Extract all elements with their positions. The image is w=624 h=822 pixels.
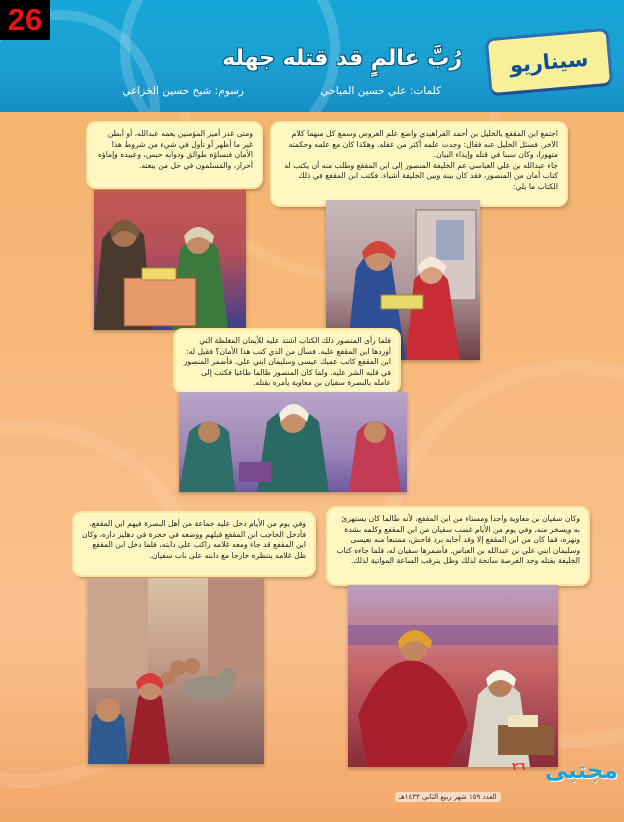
writing-letter-figures [94,190,246,330]
caption-ibn-muqaffa-meeting [272,123,566,205]
caption-text: اجتمع ابن المقفع بالخليل بن أحمد الفراهيدي واضع علم العروض وسمع كل منهما كلام الآخر. فسئل الخليل عنه فقال: وجدت علمه أكثر من عقله. وهكذا كان مع علمه وحكمته متهورا، وكان سببا في قتله وإيذاء البيان. جاء عبدالله بن علي العباسي عم الخليفة المنصور إلى ابن المقفع وطلب منه أن يكتب له كتاب أمان من المنصور، فقد كان بينه وبين الخليفة أشياء. فكتب ابن المقفع في ذلك الكتاب ما يلي: [284,129,558,191]
caption-visit-sufyan [74,513,314,575]
caption-text: ومتى غدر أمير المؤمنين بعمه عبدالله، أو أبطن غير ما أظهر أو تأول في شيء من شروط هذا الأمان فنساؤه طوالق ودوابه حبس، وعبيده وإماؤه أحرار، والمسلمون في حل من بيعته. [98,129,253,170]
page-title: رُبَّ عالمٍ قد قتله جهله [222,46,462,71]
section-badge: سيناريو [488,31,610,93]
illustration-sufyan-palace [348,585,558,767]
caption-text: فلما رأى المنصور ذلك الكتاب اشتد عليه للأيمان المغلظة التي أوردها ابن المقفع عليه. فسأل من الذي كتب هذا الأمان؟ فقيل له: ابن المقفع كاتب عميك عيسى وسليمان ابني علي. فأضمر المنصور في قلبه الشر عليه. ولما كان المنصور ظالما طاغيا فكتب إلى عامله بالبصرة سفيان بن معاوية يأمره بقتله. [183,336,391,388]
caption-text: وفي يوم من الأيام دخل عليه جماعة من أهل البصرة فيهم ابن المقفع، فأدخل الحاجب ابن المقفع قبلهم ووضعه في حجرة في دهليز داره، وكان ابن المقفع قد جاء ومعه غلامه راكب على دابته، فلما دخل ابن المقفع ظل غلامه ينتظره خارجا مع دابته على باب سفيان. [82,519,306,560]
illustration-writing-letter [94,190,246,330]
illustration-street-crowd [88,578,264,764]
caption-mansur-orders [175,330,399,392]
caption-text: وكان سفيان بن معاوية واجدا ومستاء من ابن المقفع، لأنه طالما كان يستهزئ به ويسخر منه، وفي يوم من الأيام غضب سفيان من ابن المقفع وكلمه بشدة ونهره، فما كان من ابن المقفع إلا وقد أجابه برد فاحش، ممتنعا منه بعيسى وسليمان ابني علي بن عبدالله بن العباس. فأضمرها سفيان له، فلما جاءه كتاب الخليفة بقتله وجد الفرصة سانحة لذلك وظل يترقب الساعة المواتية لذلك. [336,514,580,566]
magazine-logo: مجتبى [545,758,618,784]
caption-sufyan-grudge [328,508,588,584]
credit-art: رسوم: شيخ حسين الخزاعي [122,85,244,97]
issue-line: العدد ١٥٩ شهر ربيع الثاني ١٤٣٣هـ [395,792,501,802]
logo-page-number: ٢٦ [512,760,526,773]
page-number: 26 [0,0,50,40]
street-crowd-figures [88,578,264,764]
caption-safe-conduct-terms [88,123,261,187]
illustration-caliph-court [179,392,407,492]
credit-words: كلمات: علي حسين المياحي [320,85,441,97]
sufyan-palace-figures [348,585,558,767]
caliph-court-figures [179,392,407,492]
